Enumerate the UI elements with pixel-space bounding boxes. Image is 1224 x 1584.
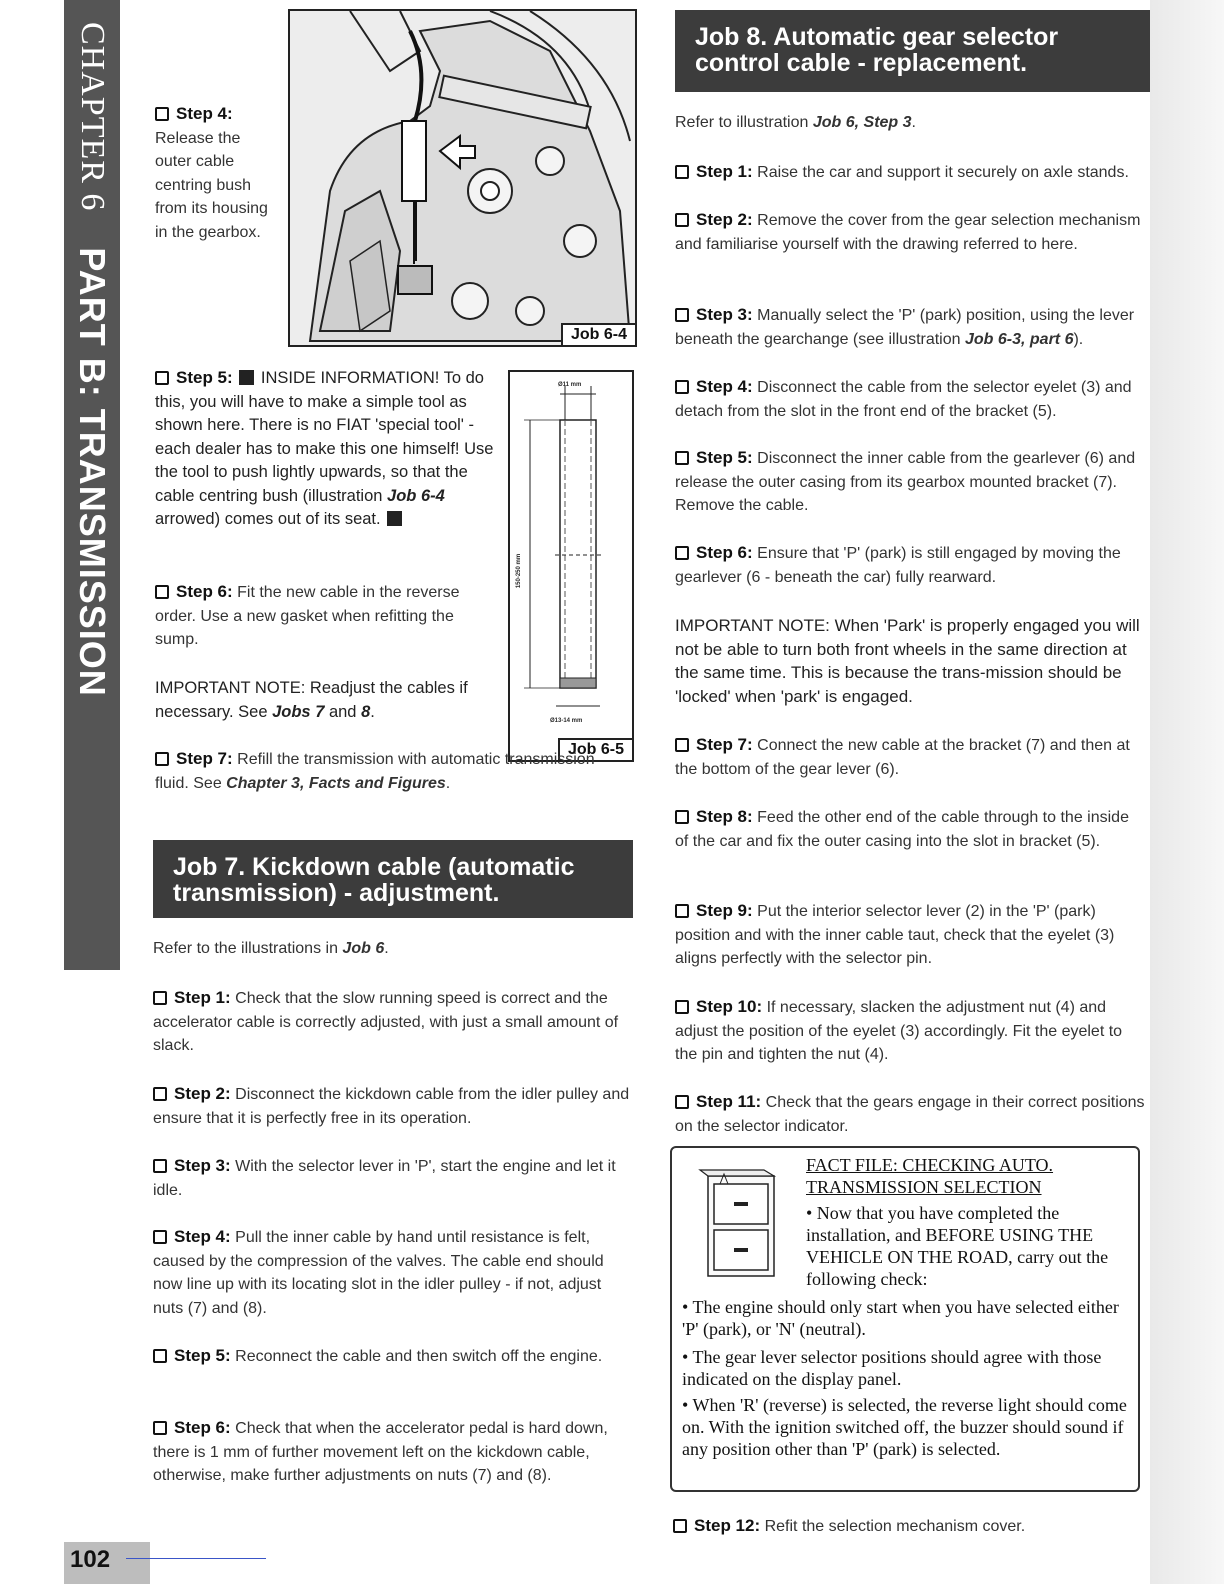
job-8-heading: Job 8. Automatic gear selector control cable - replacement. (675, 10, 1150, 92)
job-8-step-2: Step 2: Remove the cover from the gear selection mechanism and familiarise yourself with the drawing referred to here. (675, 210, 1141, 253)
fact-paragraph-1: • Now that you have completed the installation, and BEFORE USING THE VEHICLE ON THE ROAD, carry out the following check: (806, 1203, 1109, 1289)
job-8-step-4: Step 4: Disconnect the cable from the selector eyelet (3) and detach from the slot in the front end of the bracket (5). (675, 377, 1132, 420)
job-8-step-5: Step 5: Disconnect the inner cable from the gearlever (6) and release the outer casing from its gearbox mounted bracket (7). Remove the cable. (675, 448, 1136, 514)
page-number: 102 (70, 1546, 111, 1573)
checkbox-icon (153, 991, 167, 1005)
job-8-step-12: Step 12: Refit the selection mechanism cover. (673, 1514, 1143, 1539)
job-7-step-3: Step 3: With the selector lever in 'P', start the engine and let it idle. (153, 1156, 616, 1199)
checkbox-icon (675, 904, 689, 918)
page-edge (1150, 0, 1224, 1584)
checkbox-icon (675, 380, 689, 394)
figure-job-6-5 (508, 370, 634, 762)
checkbox-icon (153, 1159, 167, 1173)
job-8-refer: Refer to illustration Job 6, Step 3. (675, 114, 916, 131)
checkbox-icon (675, 810, 689, 824)
step-5-left: Step 5: INSIDE INFORMATION! To do this, you will have to make a simple tool as shown here. There is no FIAT 'special tool' - each dealer has to make this one himself! Use the tool to push lightly upwards, so that the cable centring bush (illustration Job 6-4 arrowed) comes out of its seat. (155, 368, 494, 528)
checkbox-icon (153, 1421, 167, 1435)
gearbox-illustration (290, 11, 635, 345)
part-label: PART B: TRANSMISSION (72, 247, 113, 697)
figure-label: Job 6-4 (561, 323, 637, 347)
job-7-step-2: Step 2: Disconnect the kickdown cable from the idler pulley and ensure that it is perfectly free in its operation. (153, 1084, 630, 1127)
checkbox-icon (675, 165, 689, 179)
checkbox-icon (153, 1087, 167, 1101)
job-8-step-6: Step 6: Ensure that 'P' (park) is still engaged by moving the gearlever (6 - beneath the car) fully rearward. (675, 543, 1121, 586)
figure-job-6-4 (288, 9, 637, 347)
checkbox-icon (675, 451, 689, 465)
job-7-refer: Refer to the illustrations in Job 6. (153, 940, 389, 957)
checkbox-icon (153, 1230, 167, 1244)
checkbox-icon (675, 308, 689, 322)
checkbox-icon (155, 585, 169, 599)
fact-paragraph-4: • When 'R' (reverse) is selected, the reverse light should come on. With the ignition switched off, the buzzer should sound if any position other than 'P' (park) is selected. (682, 1395, 1127, 1459)
job-8-step-1: Step 1: Raise the car and support it securely on axle stands. (675, 160, 1145, 185)
fact-paragraph-2: • The engine should only start when you have selected either 'P' (park), or 'N' (neutral). (682, 1297, 1119, 1339)
job-8-step-3: Step 3: Manually select the 'P' (park) position, using the lever beneath the gearchange (see illustration Job 6-3, part 6). (675, 305, 1135, 348)
checkbox-icon (153, 1349, 167, 1363)
dimension-bottom: Ø13-14 mm (550, 718, 583, 724)
filing-cabinet-icon (694, 1166, 790, 1284)
checkbox-icon (675, 1000, 689, 1014)
checkbox-icon (675, 1095, 689, 1109)
inside-info-icon (387, 511, 402, 526)
step-4-left: Step 4: Release the outer cable centring bush from its housing in the gearbox. (155, 104, 268, 241)
job-8-step-11: Step 11: Check that the gears engage in their correct positions on the selector indicator. (675, 1092, 1145, 1135)
checkbox-icon (155, 752, 169, 766)
job-8-step-7: Step 7: Connect the new cable at the bracket (7) and then at the bottom of the gear lever (6). (675, 735, 1130, 778)
checkbox-icon (673, 1519, 687, 1533)
chapter-label: CHAPTER 6 (74, 22, 111, 212)
job-7-step-4: Step 4: Pull the inner cable by hand until resistance is felt, caused by the compression of the valves. The cable end should now line up with its locating slot in the idler pulley - if not, adjust nuts (7) and (8). (153, 1227, 604, 1317)
inside-info-icon (239, 370, 254, 385)
dimension-top: Ø11 mm (558, 382, 582, 388)
job-8-step-8: Step 8: Feed the other end of the cable through to the inside of the car and fix the outer casing into the slot in bracket (5). (675, 807, 1129, 850)
fact-file-box (670, 1146, 1140, 1492)
job-8-step-10: Step 10: If necessary, slacken the adjustment nut (4) and adjust the position of the eyelet (3) accordingly. Fit the eyelet to the pin and tighten the nut (4). (675, 997, 1123, 1063)
checkbox-icon (155, 107, 169, 121)
important-note-left: IMPORTANT NOTE: Readjust the cables if necessary. See Jobs 7 and 8. (155, 679, 468, 721)
step-6-left: Step 6: Fit the new cable in the reverse order. Use a new gasket when refitting the sump. (155, 582, 460, 648)
job-8-step-9: Step 9: Put the interior selector lever (2) in the 'P' (park) position and with the inner cable taut, check that the eyelet (3) aligns perfectly with the selector pin. (675, 901, 1115, 967)
important-note-right: IMPORTANT NOTE: When 'Park' is properly engaged you will not be able to turn both front wheels in the same direction at the same time. This is because the trans-mission should be 'locked' when 'park' is engaged. (675, 616, 1140, 706)
job-7-step-6: Step 6: Check that when the accelerator pedal is hard down, there is 1 mm of further movement left on the kickdown cable, otherwise, make further adjustments on nuts (7) and (8). (153, 1418, 608, 1484)
dimension-side: 150-250 mm (516, 553, 523, 589)
job-7-step-1: Step 1: Check that the slow running speed is correct and the accelerator cable is correctly adjusted, with just a small amount of slack. (153, 988, 619, 1054)
fact-file-title: FACT FILE: CHECKING AUTO. TRANSMISSION SELECTION (806, 1155, 1054, 1197)
page-rule (126, 1558, 266, 1559)
fact-paragraph-3: • The gear lever selector positions should agree with those indicated on the display panel. (682, 1347, 1102, 1389)
step-7-left: Step 7: Refill the transmission with automatic transmission fluid. See Chapter 3, Facts and Figures. (155, 749, 595, 792)
job-7-heading: Job 7. Kickdown cable (automatic transmission) - adjustment. (153, 840, 633, 918)
tool-drawing (510, 372, 632, 732)
job-7-step-5: Step 5: Reconnect the cable and then switch off the engine. (153, 1344, 633, 1369)
checkbox-icon (155, 371, 169, 385)
checkbox-icon (675, 213, 689, 227)
chapter-sidebar (64, 0, 120, 970)
checkbox-icon (675, 546, 689, 560)
checkbox-icon (675, 738, 689, 752)
figure-label: Job 6-5 (558, 738, 634, 762)
